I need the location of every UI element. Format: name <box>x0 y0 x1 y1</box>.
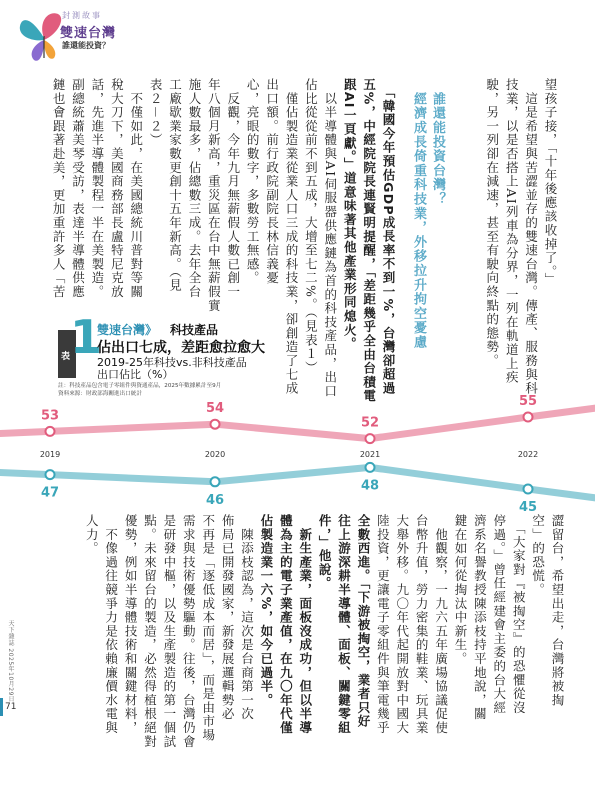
data-point <box>46 427 55 436</box>
data-label: 54 <box>205 401 225 417</box>
data-label: 52 <box>360 415 380 431</box>
text-line: 「大家對『被掏空』的恐懼從沒 <box>511 514 527 715</box>
text-line: 點。未來留台的製造，必然得植根絕對 <box>142 514 158 749</box>
text-line: 陸投資，更讓電子零組件與筆電幾乎 <box>375 514 391 735</box>
text-line: 反觀，今年九月無薪假人數已創一 <box>225 78 241 299</box>
text-line: 件，」他說。 <box>317 514 333 591</box>
text-line: 以半導體與AI伺服器供應鏈為首的科技產品，出口 <box>322 78 338 399</box>
text-line: 工廠歇業家數更創十五年新高。（見 <box>167 78 183 293</box>
text-line: 台幣升值，勞力密集的鞋業、玩具業 <box>414 514 430 735</box>
text-line: 稅大刀下，美國商務部長盧特尼克放 <box>109 78 125 299</box>
line-chart <box>0 395 595 515</box>
chart-title-highlight: 雙速台灣》 <box>97 323 158 337</box>
page-number-bar <box>0 698 3 716</box>
text-line: 出口額。前行政院副院長林信義憂 <box>264 78 280 285</box>
article-text-bottom <box>84 514 567 764</box>
data-label: 55 <box>518 395 538 409</box>
page-title: 雙速台灣 <box>60 26 117 41</box>
text-line: 需求與技術優勢驅動。往後，台灣仍會 <box>181 514 197 749</box>
chart-title-line2: 佔出口七成，差距愈拉愈大 <box>97 340 265 356</box>
chart-title: 科技產品 <box>170 323 219 337</box>
text-line: 駛，另一列卻在減速，甚至有駛向終點的態勢。 <box>484 78 500 368</box>
x-tick-label: 2021 <box>359 450 381 459</box>
text-line: 澀留台，希望出走，台灣將被掏 <box>550 514 565 708</box>
text-line: 佔比從從前不到五成，大增至七二%。（見表１） <box>303 78 319 375</box>
data-point <box>366 434 375 443</box>
subheading-line: 誰還能投資台灣？ <box>430 92 445 207</box>
table-number: 1 <box>70 310 103 364</box>
text-line: 往上游深耕半導體、面板、關鍵零組 <box>336 514 352 735</box>
text-line: 表２－２） <box>148 78 164 147</box>
text-line: 跟AI一頁獻。」道意味著其他產業形同熄火。 <box>342 78 358 351</box>
x-tick-label: 2020 <box>204 450 226 459</box>
text-line: 不像過往競爭力是依賴廉價水電與 <box>103 514 119 735</box>
text-line: 話，先進半導體製程一半在美製造。 <box>89 78 105 299</box>
data-label: 53 <box>40 408 60 424</box>
article-text-top-right <box>482 78 560 396</box>
text-line: 體為主的電子業產值，在九〇年代僅 <box>278 514 294 735</box>
text-line: 停過。」曾任經建會主委的台大經 <box>491 514 507 715</box>
table-label: 表 <box>61 352 71 362</box>
text-line: 全數西進。「下游被掏空，業者只好 <box>355 514 371 729</box>
text-line: 鍵在如何從掏汰中新生。 <box>452 514 468 666</box>
data-label: 45 <box>518 500 538 515</box>
data-point <box>524 485 533 494</box>
text-line: 鏈也會跟著赴美，更加重許多人「苦 <box>51 78 67 299</box>
text-line: 佈局已開發國家，新發展邏輯勢必 <box>220 514 236 721</box>
text-line: 心，亮眼的數字，多數勞工無感。 <box>245 78 261 285</box>
data-point <box>211 420 220 429</box>
chart-note: 註：科技產品包含電子零組件與資通產品，2025年數據累計至9月 <box>58 383 222 389</box>
text-line: 年八個月新高，重災區在台中無薪假實 <box>206 78 222 313</box>
data-label: 47 <box>40 485 60 501</box>
chart-subtitle: 2019-25年科技vs.非科技產品 <box>97 356 247 369</box>
series-line <box>0 467 595 499</box>
text-line: 施人數最多，佔總數三成。去年全台 <box>186 78 202 299</box>
text-line: 新生產業，面板沒成功，但以半導 <box>297 514 313 735</box>
text-line: 技業，以是否搭上AI列車為分界，一列在軌道上疾 <box>504 78 520 385</box>
text-line: 副總統蕭美琴受訪，表達半導體供應 <box>70 78 86 299</box>
section-subheading <box>409 92 447 350</box>
section-label: 封測故事 <box>62 11 102 20</box>
page-subtitle: 誰還能投資？ <box>62 41 110 50</box>
text-line: 空」的恐慌。 <box>530 514 546 597</box>
chart-subtitle-unit: 出口佔比（%） <box>97 368 174 381</box>
issue-info: 天下雜誌 2025年10月29日 <box>7 620 14 703</box>
text-line: 大舉外移。九〇年代起開放對中國大 <box>394 514 410 735</box>
text-line: 陳添枝認為，這次是台商第一次 <box>239 514 255 721</box>
text-line: 優勢，例如半導體技術和關鍵材料， <box>123 514 139 735</box>
data-point <box>524 413 533 422</box>
data-point <box>366 463 375 472</box>
data-label: 48 <box>360 478 380 494</box>
x-tick-label: 2022 <box>517 450 539 459</box>
text-line: 望孩子接，「十年後應該收掉了。」 <box>543 78 558 287</box>
text-line: 這是希望與苦澀並存的雙速台灣。傳產、服務與科 <box>523 78 539 396</box>
text-line: 不再是「逐低成本而居」，而是由市場 <box>200 514 216 743</box>
text-line: 濟系名譽教授陳添枝持平地說，關 <box>472 514 488 721</box>
page-number: 71 <box>5 702 17 712</box>
text-line: 他觀察，一九六五年廣場協議促使 <box>433 514 449 735</box>
text-line: 五%，中經院院長連賢明提醒，「差距幾乎全由台積電 <box>361 78 377 403</box>
text-line: 不僅如此，在美國總統川普對等關 <box>128 78 144 299</box>
series-line <box>0 406 595 438</box>
data-label: 46 <box>205 492 225 508</box>
text-line: 人力。 <box>84 514 100 556</box>
chart-source: 資料來源：財政部海關進出口統計 <box>58 391 142 397</box>
subheading-line: 經濟成長倚重科技業，外移拉升拘空憂慮 <box>411 92 426 350</box>
text-line: 佔製造業一六%，如今已過半。 <box>258 514 274 708</box>
text-line: 「韓國今年預估GDP成長率不到一%，台灣卻超過 <box>381 78 396 396</box>
text-line: 是研發中樞，以及生產製造的第一個試 <box>161 514 177 749</box>
x-tick-label: 2019 <box>39 450 61 459</box>
data-point <box>211 477 220 486</box>
text-line: 僅佔製造業從業人口三成的科技業，卻創造了七成 <box>283 78 299 396</box>
data-point <box>46 470 55 479</box>
